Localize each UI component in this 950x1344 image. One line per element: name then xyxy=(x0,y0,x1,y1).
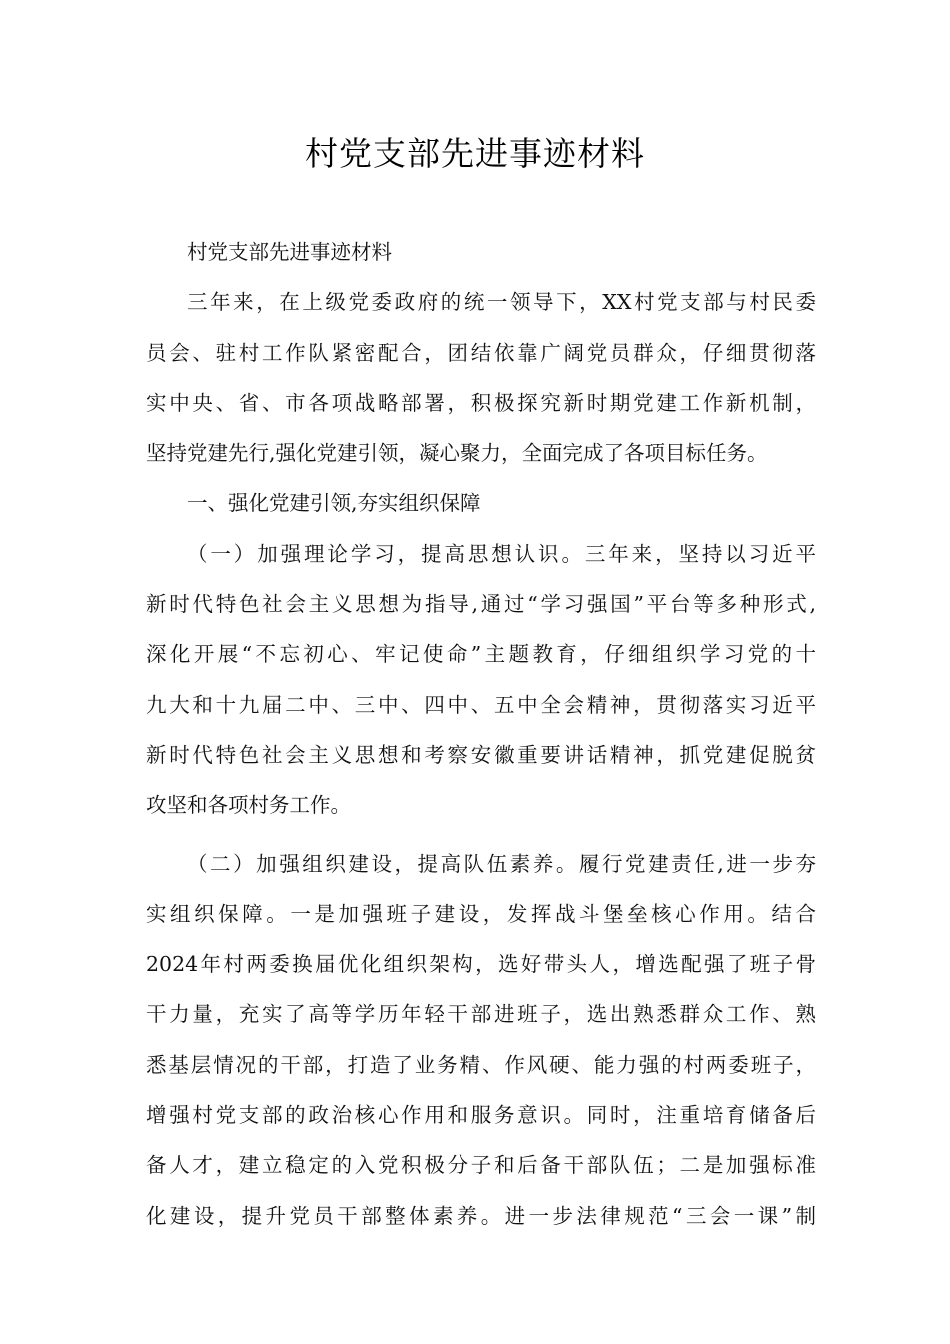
text-line: （一）加强理论学习，提高思想认识。三年来，坚持以习近平 xyxy=(187,541,816,566)
text-line: 悉基层情况的干部，打造了业务精、作风硬、能力强的村两委班子， xyxy=(146,1052,816,1077)
document-body xyxy=(146,227,816,1241)
text-line: 深化开展“不忘初心、牢记使命”主题教育，仔细组织学习党的十 xyxy=(146,642,816,667)
text-line: 一、强化党建引领,夯实组织保障 xyxy=(187,491,481,516)
text-line: 九大和十九届二中、三中、四中、五中全会精神，贯彻落实习近平 xyxy=(146,692,816,717)
text-line: 2024年村两委换届优化组织架构，选好带头人，增选配强了班子骨 xyxy=(146,952,816,977)
text-line: 攻坚和各项村务工作。 xyxy=(146,793,351,818)
text-line: 实中央、省、市各项战略部署，积极探究新时期党建工作新机制， xyxy=(146,390,816,415)
text-line: 化建设，提升党员干部整体素养。进一步法律规范“三会一课”制 xyxy=(146,1203,816,1228)
text-line: 坚持党建先行,强化党建引领，凝心聚力，全面完成了各项目标任务。 xyxy=(146,441,768,466)
text-line: 干力量，充实了高等学历年轻干部进班子，选出熟悉群众工作、熟 xyxy=(146,1002,816,1027)
text-line: 员会、驻村工作队紧密配合，团结依靠广阔党员群众，仔细贯彻落 xyxy=(146,340,816,365)
text-line: 三年来，在上级党委政府的统一领导下，XX村党支部与村民委 xyxy=(187,290,816,315)
text-line: 增强村党支部的政治核心作用和服务意识。同时，注重培育储备后 xyxy=(146,1103,816,1128)
text-line: 新时代特色社会主义思想和考察安徽重要讲话精神，抓党建促脱贫 xyxy=(146,742,816,767)
document-title: 村党支部先进事迹材料 xyxy=(305,134,645,173)
text-line: 备人才，建立稳定的入党积极分子和后备干部队伍；二是加强标准 xyxy=(146,1153,816,1178)
text-line: （二）加强组织建设，提高队伍素养。履行党建责任,进一步夯 xyxy=(187,851,816,876)
text-line: 实组织保障。一是加强班子建设，发挥战斗堡垒核心作用。结合 xyxy=(146,901,816,926)
text-line: 村党支部先进事迹材料 xyxy=(187,240,392,264)
text-line: 新时代特色社会主义思想为指导,通过“学习强国”平台等多种形式, xyxy=(146,592,816,617)
